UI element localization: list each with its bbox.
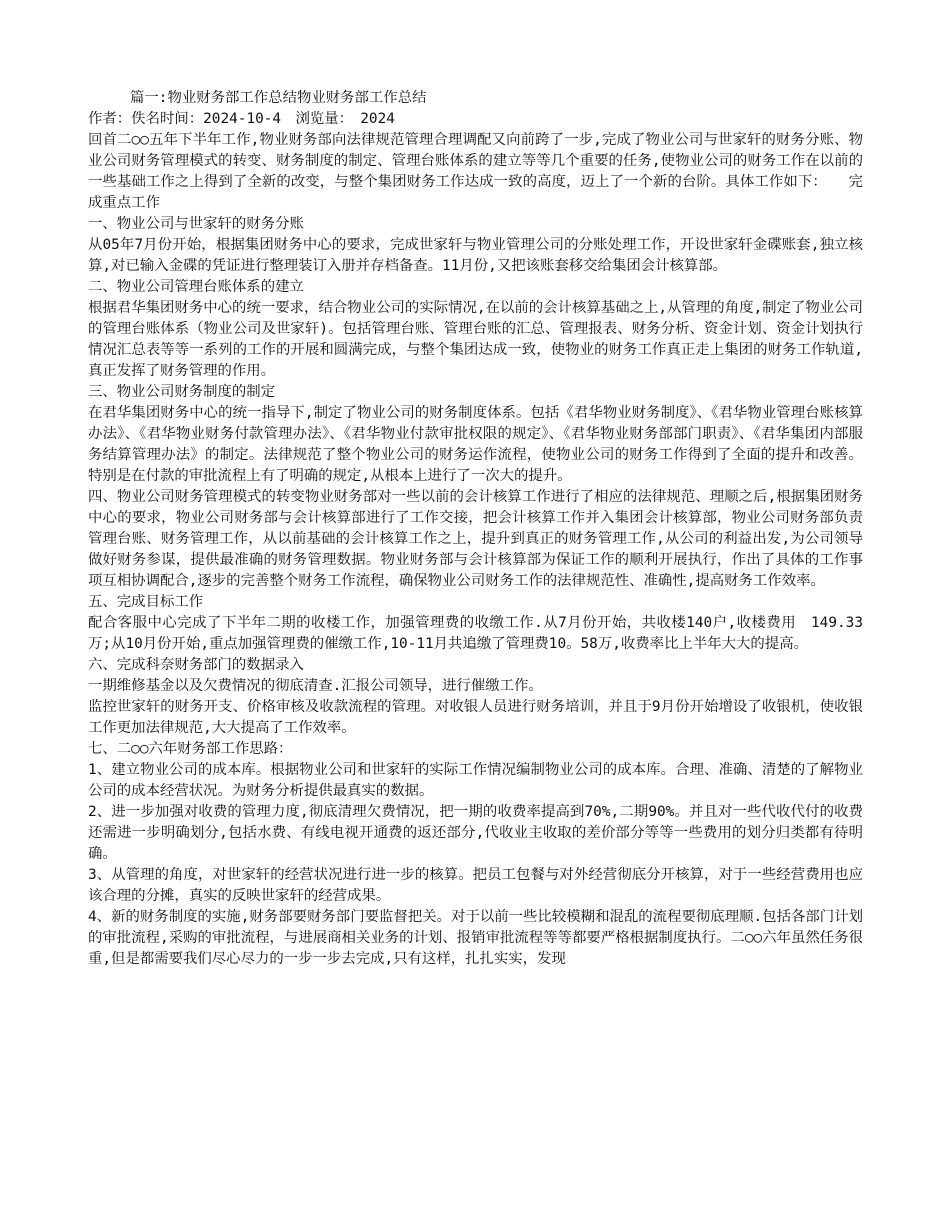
section-heading-7: 七、二○○六年财务部工作思路： [88,741,293,757]
paragraph-plan-1: 1、建立物业公司的成本库。根据物业公司和世家轩的实际工作情况编制物业公司的成本库。合理、准确、清楚的了解物业公司的成本经营状况。为财务分析提供最真实的数据。 [88,762,863,799]
paragraph-section-6b: 监控世家轩的财务开支、价格审核及收款流程的管理。对收银人员进行财务培训，并且于9月份开始增设了收银机，使收银工作更加法律规范,大大提高了工作效率。 [88,699,863,736]
paragraph-plan-4: 4、新的财务制度的实施,财务部要财务部门要监督把关。对于以前一些比较模糊和混乱的流程要彻底理顺.包括各部门计划的审批流程,采购的审批流程，与进展商相关业务的计划、报销审批流程等等都要严格根据制度执行。二○○六年虽然任务很重,但是都需要我们尽心尽力的一步一步去完成,只有这样，扎扎实实，发现 [88,909,863,967]
section-heading-1: 一、物业公司与世家轩的财务分账 [88,216,304,232]
section-heading-3: 三、物业公司财务制度的制定 [88,384,276,400]
paragraph-section-6a: 一期维修基金以及欠费情况的彻底清查.汇报公司领导，进行催缴工作。 [88,678,543,694]
paragraph-section-4: 四、物业公司财务管理模式的转变物业财务部对一些以前的会计核算工作进行了相应的法律规范、理顺之后,根据集团财务中心的要求，物业公司财务部与会计核算部进行了工作交接，把会计核算工作并入集团会计核算部，物业公司财务部负责管理台账、财务管理工作，从以前基础的会计核算工作之上，提升到真正的财务管理工作,从公司的利益出发,为公司领导做好财务参谋，提供最准确的财务管理数据。物业财务部与会计核算部为保证工作的顺利开展执行，作出了具体的工作事项互相协调配合,逐步的完善整个财务工作流程，确保物业公司财务工作的法律规范性、准确性,提高财务工作效率。 [88,489,863,589]
paragraph-plan-3: 3、从管理的角度，对世家轩的经营状况进行进一步的核算。把员工包餐与对外经营彻底分开核算，对于一些经营费用也应该合理的分摊，真实的反映世家轩的经营成果。 [88,867,863,904]
paragraph-section-5: 配合客服中心完成了下半年二期的收楼工作，加强管理费的收缴工作.从7月份开始，共收楼140户,收楼费用 149.33 万;从10月份开始,重点加强管理费的催缴工作,10-11月共追缴了管理费10。58万,收费率比上半年大大的提高。 [88,615,878,652]
paragraph-section-1: 从05年7月份开始，根据集团财务中心的要求，完成世家轩与物业管理公司的分账处理工作，开设世家轩金碟账套,独立核算,对已输入金碟的凭证进行整理装订入册并存档备查。11月份,又把该账套移交给集团会计核算部。 [88,237,863,274]
paragraph-plan-2: 2、进一步加强对收费的管理力度,彻底清理欠费情况，把一期的收费率提高到70%,二期90%。并且对一些代收代付的收费还需进一步明确划分,包括水费、有线电视开通费的返还部分,代收业主收取的差价部分等等一些费用的划分归类都有待明确。 [88,804,863,862]
paragraph-section-3: 在君华集团财务中心的统一指导下,制定了物业公司的财务制度体系。包括《君华物业财务制度》、《君华物业管理台账核算办法》、《君华物业财务付款管理办法》、《君华物业付款审批权限的规定》、《君华物业财务部部门职责》、《君华集团内部服务结算管理办法》的制定。法律规范了整个物业公司的财务运作流程，使物业公司的财务工作得到了全面的提升和改善。特别是在付款的审批流程上有了明确的规定,从根本上进行了一次大的提升。 [88,405,863,484]
document-meta: 作者：佚名时间：2024-10-4 浏览量： 2024 [88,111,395,127]
document-title: 篇一:物业财务部工作总结物业财务部工作总结 [130,90,427,106]
section-heading-5: 五、完成目标工作 [88,594,204,610]
paragraph-section-2: 根据君华集团财务中心的统一要求，结合物业公司的实际情况,在以前的会计核算基础之上,从管理的角度,制定了物业公司的管理台账体系（物业公司及世家轩)。包括管理台账、管理台账的汇总、管理报表、财务分析、资金计划、资金计划执行情况汇总表等等一系列的工作的开展和圆满完成，与整个集团达成一致，使物业的财务工作真正走上集团的财务工作轨道,真正发挥了财务管理的作用。 [88,300,863,379]
section-heading-6: 六、完成科奈财务部门的数据录入 [88,657,304,673]
section-heading-2: 二、物业公司管理台账体系的建立 [88,279,304,295]
paragraph-intro: 回首二○○五年下半年工作,物业财务部向法律规范管理合理调配又向前跨了一步,完成了物业公司与世家轩的财务分账、物业公司财务管理模式的转变、财务制度的制定、管理台账体系的建立等等几个重要的任务,使物业公司的财务工作在以前的一些基础工作之上得到了全新的改变，与整个集团财务工作达成一致的高度，迈上了一个新的台阶。具体工作如下： 完成重点工作 [88,132,863,211]
document-page [88,88,878,970]
